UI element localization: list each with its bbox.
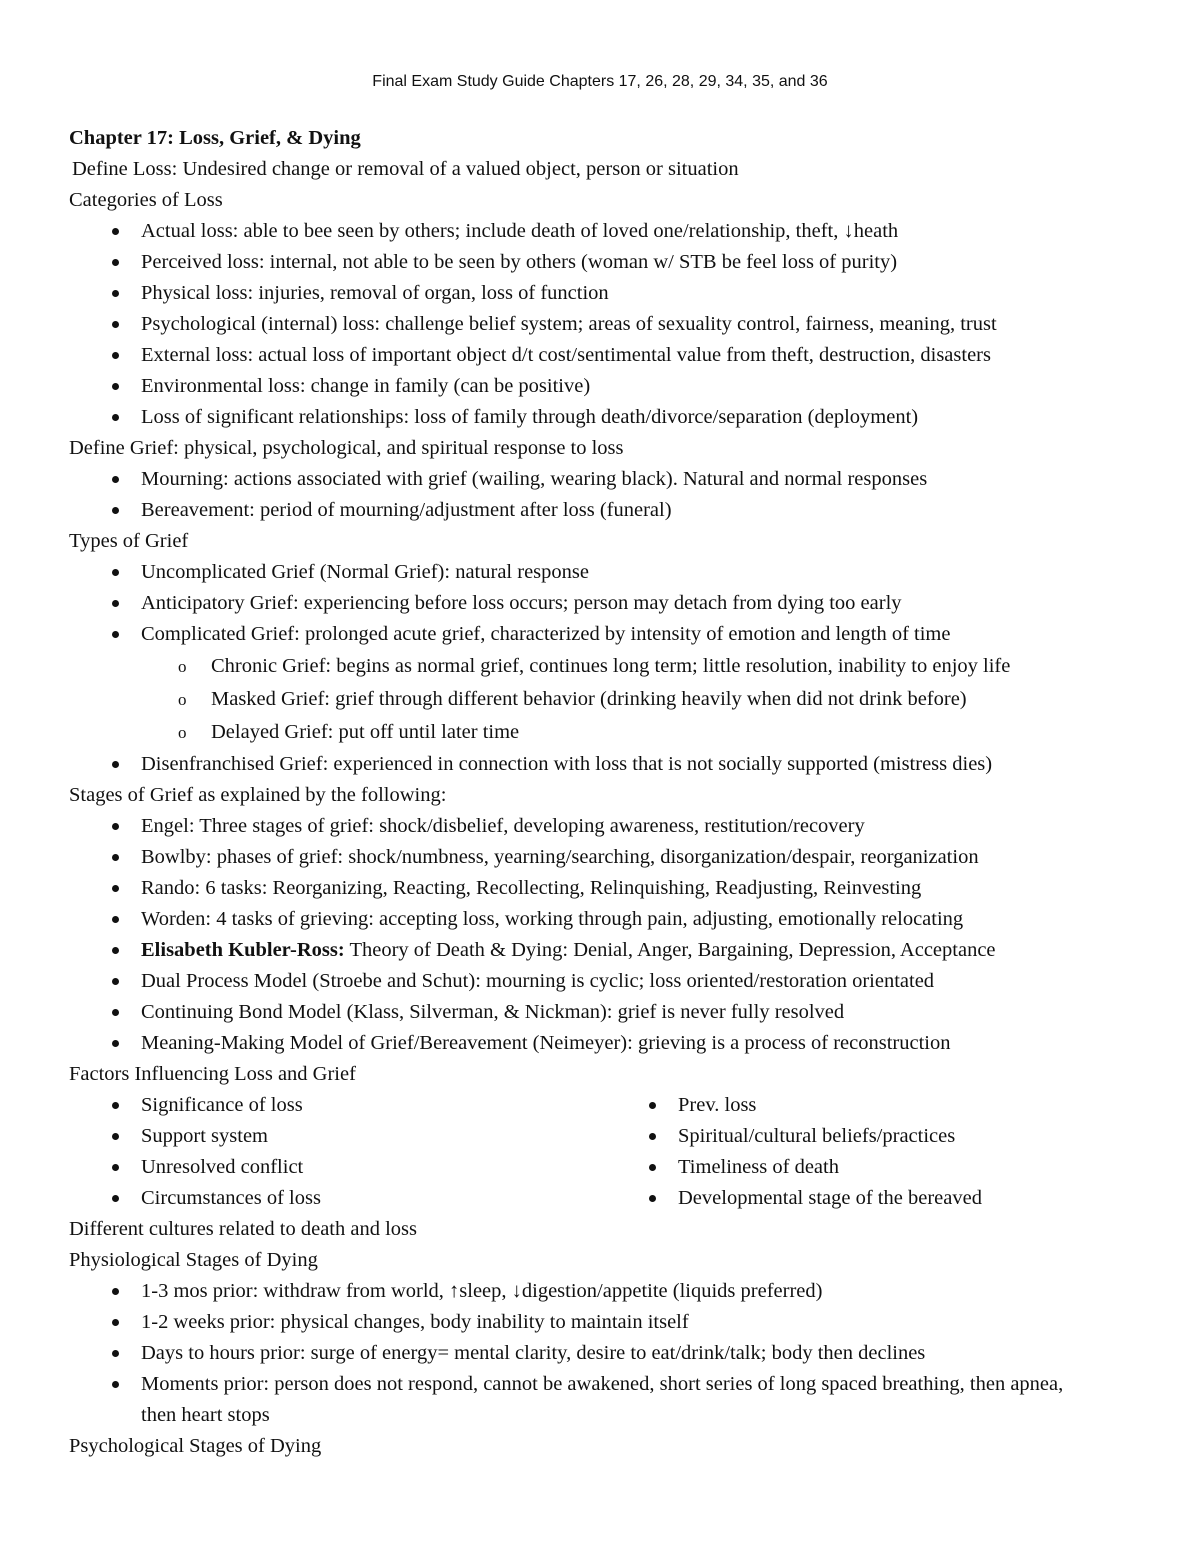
list-item: Bowlby: phases of grief: shock/numbness, yearning/searching, disorganization/despair, reorganization [69,842,1169,873]
list-item: Loss of significant relationships: loss of family through death/divorce/separation (deployment) [69,402,1169,433]
physiological-list [69,1276,1169,1431]
list-item: Spiritual/cultural beliefs/practices [606,1121,1143,1152]
list-item: Significance of loss [69,1090,606,1121]
kubler-ross-text: Theory of Death & Dying: Denial, Anger, Bargaining, Depression, Acceptance [344,939,996,961]
list-item: Bereavement: period of mourning/adjustment after loss (funeral) [69,495,1169,526]
factors-right-list [606,1090,1143,1214]
different-cultures: Different cultures related to death and loss [69,1218,417,1240]
list-item: Environmental loss: change in family (can be positive) [69,371,1169,402]
types-heading: Types of Grief [69,530,189,552]
list-item-kubler-ross [69,935,1169,966]
kubler-ross-name: Elisabeth Kubler-Ross: [141,939,345,961]
categories-list [69,216,1169,433]
sub-item-text: Chronic Grief: begins as normal grief, continues long term; little resolution, inability to enjoy life [211,655,1011,677]
sub-bullet-marker: o [178,690,187,709]
sub-list-item [69,650,1169,683]
list-item: Developmental stage of the bereaved [606,1183,1143,1214]
define-loss: Define Loss: Undesired change or removal of a valued object, person or situation [72,158,739,180]
list-item: Perceived loss: internal, not able to be seen by others (woman w/ STB be feel loss of purity) [69,247,1169,278]
document-body [69,122,1169,1462]
types-list [69,557,1169,780]
factors-columns [69,1090,1169,1214]
sub-item-text: Masked Grief: grief through different behavior (drinking heavily when did not drink before) [211,688,967,710]
factors-left-list [69,1090,606,1214]
grief-definitions-list [69,464,1169,526]
list-item: 1-3 mos prior: withdraw from world, ↑sleep, ↓digestion/appetite (liquids preferred) [69,1276,1169,1307]
list-item: Rando: 6 tasks: Reorganizing, Reacting, Recollecting, Relinquishing, Readjusting, Reinvesting [69,873,1169,904]
physiological-heading: Physiological Stages of Dying [69,1249,318,1271]
list-item: Prev. loss [606,1090,1143,1121]
list-item: Actual loss: able to bee seen by others; include death of loved one/relationship, theft, ↓heath [69,216,1169,247]
chapter-title: Chapter 17: Loss, Grief, & Dying [69,127,361,149]
list-item: Continuing Bond Model (Klass, Silverman, & Nickman): grief is never fully resolved [69,997,1169,1028]
psychological-heading: Psychological Stages of Dying [69,1435,322,1457]
list-item: Days to hours prior: surge of energy= mental clarity, desire to eat/drink/talk; body then declines [69,1338,1169,1369]
list-item: Worden: 4 tasks of grieving: accepting loss, working through pain, adjusting, emotionally relocating [69,904,1169,935]
list-item: Disenfranchised Grief: experienced in connection with loss that is not socially supported (mistress dies) [69,749,1169,780]
list-item: Unresolved conflict [69,1152,606,1183]
list-item: Timeliness of death [606,1152,1143,1183]
list-item: Support system [69,1121,606,1152]
factors-heading: Factors Influencing Loss and Grief [69,1063,356,1085]
list-item: Mourning: actions associated with grief (wailing, wearing black). Natural and normal responses [69,464,1169,495]
define-grief-heading: Define Grief: physical, psychological, and spiritual response to loss [69,437,624,459]
list-item: Dual Process Model (Stroebe and Schut): mourning is cyclic; loss oriented/restoration orientated [69,966,1169,997]
stages-list [69,811,1169,1059]
page-header: Final Exam Study Guide Chapters 17, 26, 28, 29, 34, 35, and 36 [372,73,828,90]
list-item: 1-2 weeks prior: physical changes, body inability to maintain itself [69,1307,1169,1338]
sub-item-text: Delayed Grief: put off until later time [211,721,520,743]
stages-heading: Stages of Grief as explained by the following: [69,784,447,806]
list-item: Physical loss: injuries, removal of organ, loss of function [69,278,1169,309]
categories-heading: Categories of Loss [69,189,223,211]
list-item: Meaning-Making Model of Grief/Bereavement (Neimeyer): grieving is a process of reconstruction [69,1028,1169,1059]
list-item: Circumstances of loss [69,1183,606,1214]
sub-bullet-marker: o [178,723,187,742]
list-item: Anticipatory Grief: experiencing before loss occurs; person may detach from dying too early [69,588,1169,619]
list-item: Uncomplicated Grief (Normal Grief): natural response [69,557,1169,588]
list-item: Psychological (internal) loss: challenge belief system; areas of sexuality control, fairness, meaning, trust [69,309,1169,340]
list-item: Complicated Grief: prolonged acute grief, characterized by intensity of emotion and length of time [69,619,1169,650]
list-item: External loss: actual loss of important object d/t cost/sentimental value from theft, destruction, disasters [69,340,1169,371]
sub-list-item [69,716,1169,749]
list-item: Engel: Three stages of grief: shock/disbelief, developing awareness, restitution/recovery [69,811,1169,842]
sub-bullet-marker: o [178,657,187,676]
list-item: Moments prior: person does not respond, cannot be awakened, short series of long spaced breathing, then apnea, then heart stops [69,1369,1101,1431]
sub-list-item [69,683,1169,716]
